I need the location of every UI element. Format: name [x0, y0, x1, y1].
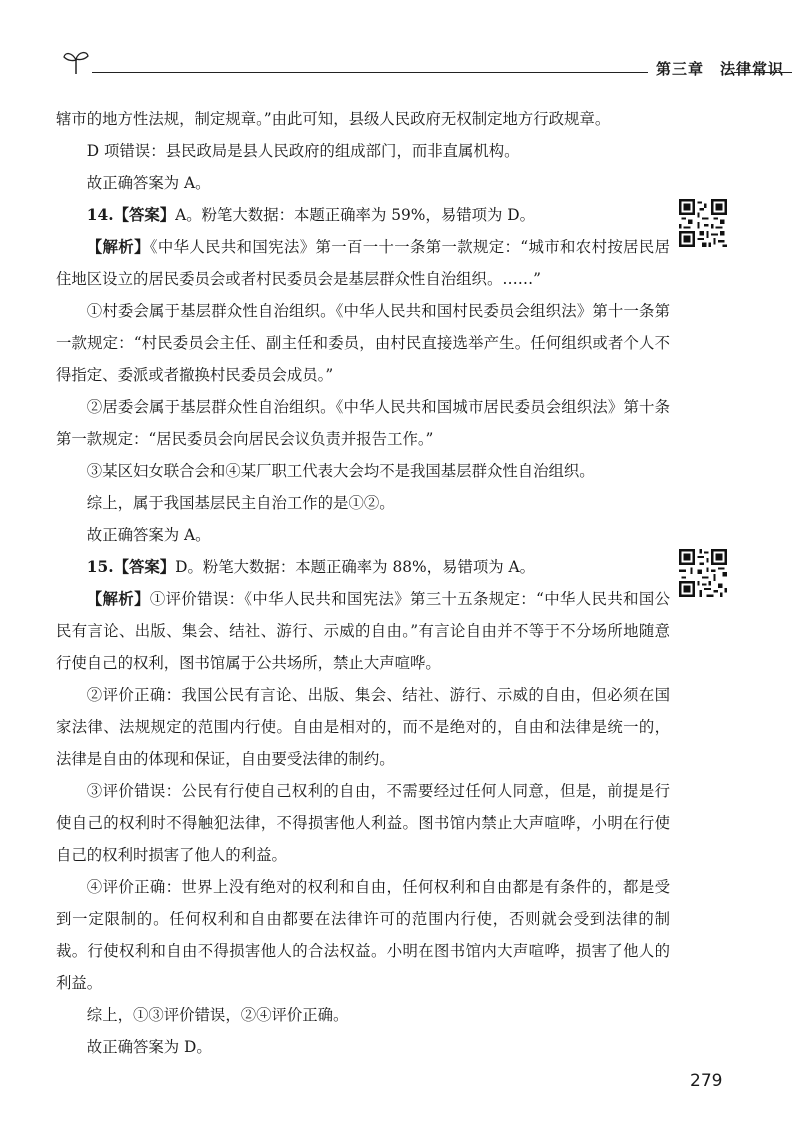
paragraph-text: ②评价正确：我国公民有言论、出版、集会、结社、游行、示威的自由，但必须在国家法律、法规规定的范围内行使。自由是相对的，而不是绝对的，自由和法律是统一的，法律是自由的体现和保证，自由要受法律的制约。: [56, 686, 670, 768]
paragraph-text: ③评价错误：公民有行使自己权利的自由，不需要经过任何人同意，但是，前提是行使自己的权利时不得触犯法律，不得损害他人利益。图书馆内禁止大声喧哗，小明在行使自己的权利时损害了他人的利益。: [56, 782, 670, 864]
paragraph: [56, 487, 670, 519]
paragraph: [56, 135, 670, 167]
paragraph-text: D 项错误：县民政局是县人民政府的组成部门，而非直属机构。: [86, 142, 520, 160]
paragraph-text: 综上，①③评价错误，②④评价正确。: [86, 1006, 349, 1024]
paragraph: [56, 775, 670, 871]
page-header: [62, 48, 785, 80]
qr-code-icon[interactable]: [679, 199, 727, 247]
paragraph-text: 《中华人民共和国宪法》第一百一十一条第一款规定：“城市和农村按居民居住地区设立的居民委员会或者村民委员会是基层群众性自治组织。……”: [56, 238, 670, 288]
answer-label: 15.【答案】: [86, 558, 176, 576]
paragraph-text: D。粉笔大数据：本题正确率为 88%，易错项为 A。: [175, 558, 536, 576]
answer-line-14: [56, 199, 670, 231]
paragraph-text: ①评价错误：《中华人民共和国宪法》第三十五条规定：“中华人民共和国公民有言论、出版、集会、结社、游行、示威的自由。”有言论自由并不等于不分场所地随意行使自己的权利，图书馆属于公共场所，禁止大声喧哗。: [56, 590, 670, 672]
paragraph: [56, 871, 670, 999]
paragraph-text: 故正确答案为 D。: [86, 1038, 212, 1056]
paragraph: [56, 455, 670, 487]
header-rule-left: [92, 72, 648, 73]
paragraph: [56, 167, 670, 199]
paragraph-text: A。粉笔大数据：本题正确率为 59%，易错项为 D。: [175, 206, 536, 224]
paragraph-text: 辖市的地方性法规，制定规章。”由此可知，县级人民政府无权制定地方行政规章。: [56, 110, 611, 128]
qr-code-icon[interactable]: [679, 549, 727, 597]
analysis-label: 【解析】: [86, 590, 150, 608]
sprout-logo-icon: [62, 48, 90, 76]
answer-label: 14.【答案】: [86, 206, 176, 224]
paragraph: [56, 295, 670, 391]
paragraph: [56, 679, 670, 775]
paragraph-text: ③某区妇女联合会和④某厂职工代表大会均不是我国基层群众性自治组织。: [86, 462, 595, 480]
chapter-title: 第三章 法律常识: [656, 60, 785, 78]
paragraph-text: ④评价正确：世界上没有绝对的权利和自由，任何权利和自由都是有条件的，都是受到一定限制的。任何权利和自由都要在法律许可的范围内行使，否则就会受到法律的制裁。行使权利和自由不得损害他人的合法权益。小明在图书馆内大声喧哗，损害了他人的利益。: [56, 878, 670, 992]
paragraph-text: 综上，属于我国基层民主自治工作的是①②。: [86, 494, 395, 512]
paragraph: [56, 1031, 670, 1063]
paragraph-text: 故正确答案为 A。: [86, 174, 211, 192]
paragraph-text: ②居委会属于基层群众性自治组织。《中华人民共和国城市居民委员会组织法》第十条第一款规定：“居民委员会向居民会议负责并报告工作。”: [56, 398, 670, 448]
analysis-line-15: [56, 583, 670, 679]
page-number: 279: [690, 1071, 723, 1091]
paragraph: [56, 391, 670, 455]
paragraph: [56, 103, 670, 135]
header-rule-right: [734, 72, 792, 73]
paragraph: [56, 999, 670, 1031]
paragraph: [56, 519, 670, 551]
paragraph-text: 故正确答案为 A。: [86, 526, 211, 544]
paragraph-text: ①村委会属于基层群众性自治组织。《中华人民共和国村民委员会组织法》第十一条第一款规定：“村民委员会主任、副主任和委员，由村民直接选举产生。任何组织或者个人不得指定、委派或者撤换村民委员会成员。”: [56, 302, 670, 384]
page-body: [56, 103, 670, 1063]
answer-line-15: [56, 551, 670, 583]
analysis-line-14: [56, 231, 670, 295]
analysis-label: 【解析】: [86, 238, 150, 256]
